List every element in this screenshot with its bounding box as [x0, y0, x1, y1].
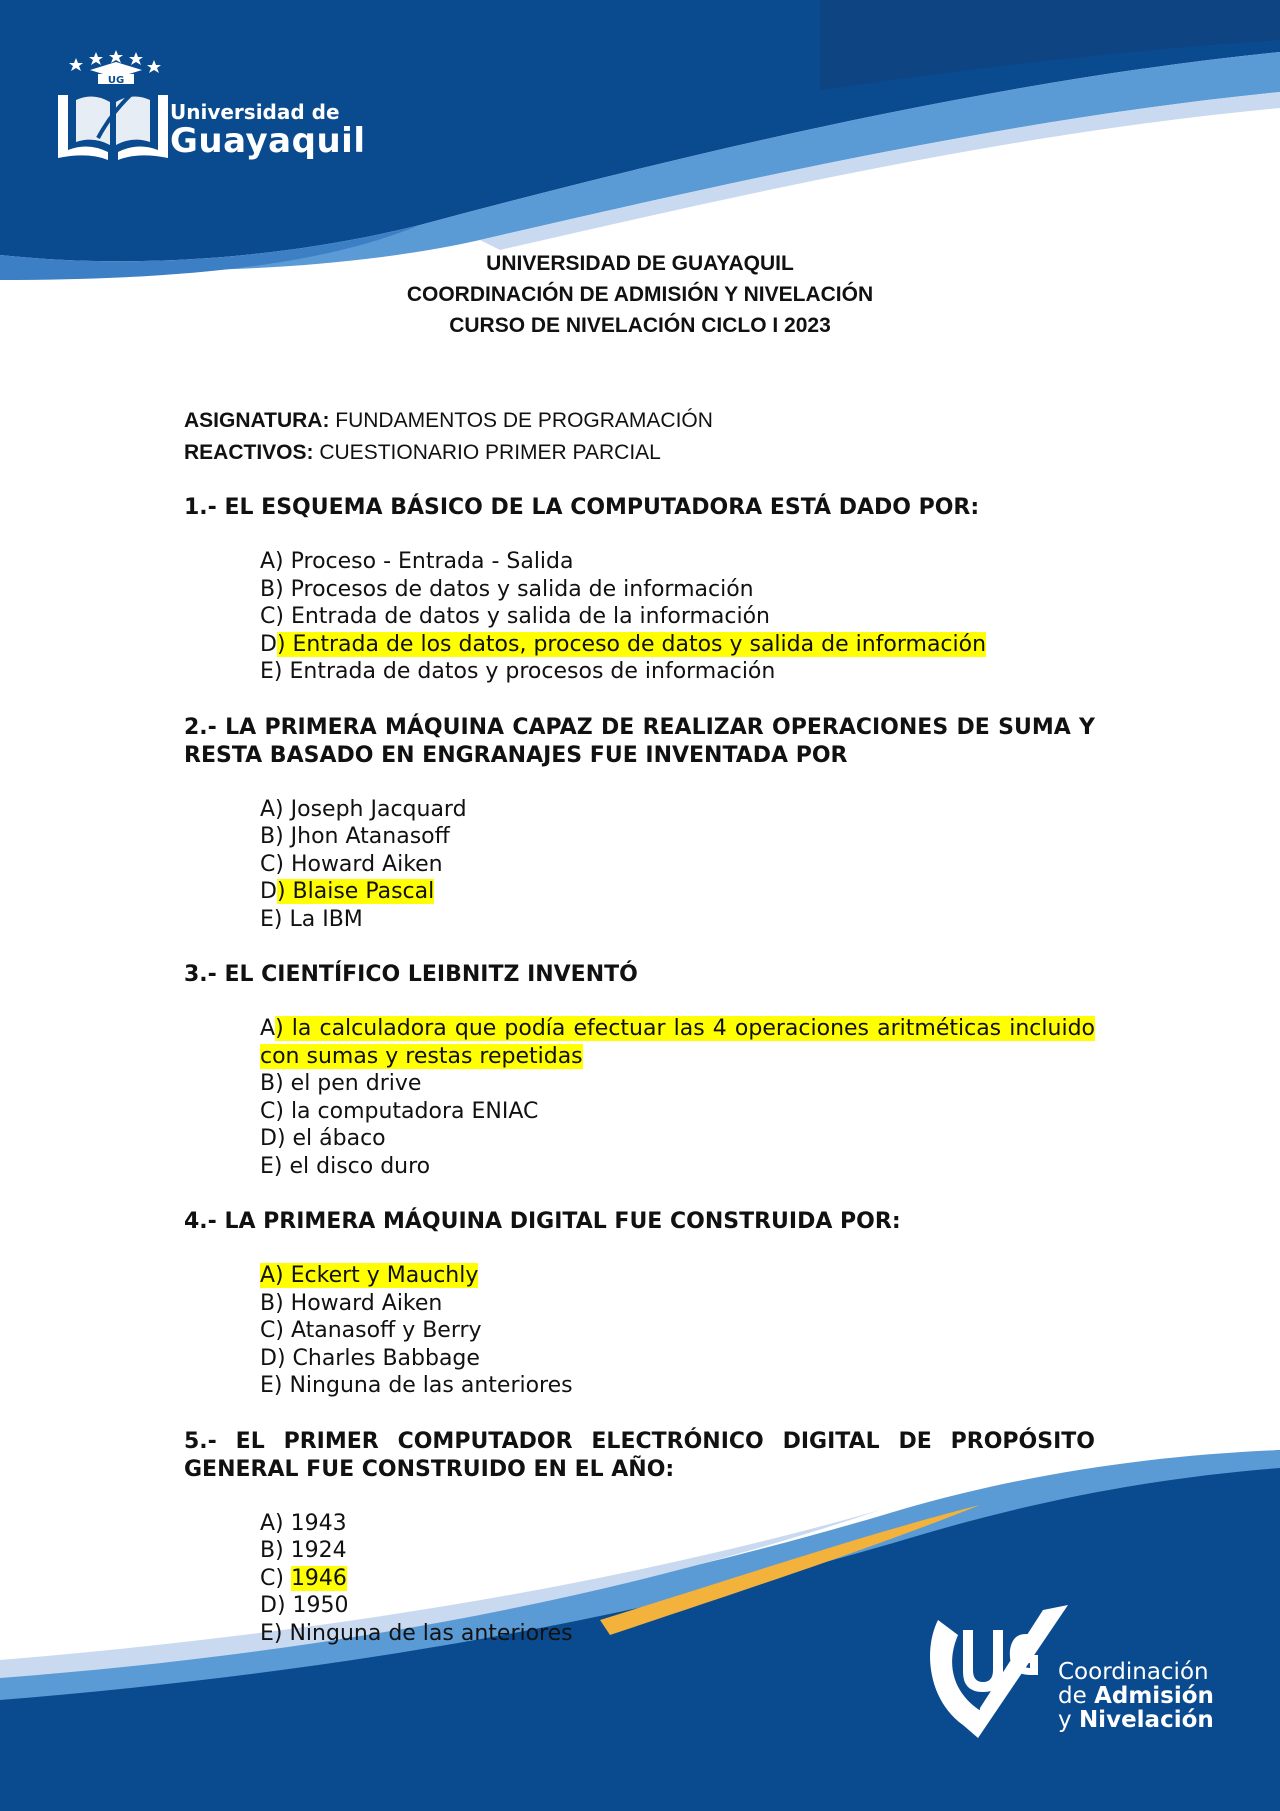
- question-5-options: [260, 1510, 1095, 1648]
- option: B) Howard Aiken: [260, 1290, 443, 1316]
- option: D) Charles Babbage: [260, 1345, 480, 1371]
- option-correct: D) Entrada de los datos, proceso de datos y salida de información: [260, 631, 987, 657]
- option: C) la computadora ENIAC: [260, 1098, 539, 1124]
- option: D) el ábaco: [260, 1126, 386, 1151]
- university-name-line1: Universidad de: [170, 100, 340, 124]
- option: E) La IBM: [260, 906, 363, 932]
- question-1: 1.- EL ESQUEMA BÁSICO DE LA COMPUTADORA ESTÁ DADO POR:: [184, 495, 980, 520]
- option: C) Entrada de datos y salida de la información: [260, 604, 770, 629]
- book-logo-icon: [58, 50, 168, 165]
- option: B) Procesos de datos y salida de información: [260, 576, 754, 602]
- university-logo: [58, 50, 378, 180]
- logo-letters: UG: [107, 75, 125, 86]
- option: B) el pen drive: [260, 1071, 422, 1096]
- question-2-options: [260, 796, 1095, 934]
- question-4-options: [260, 1262, 1095, 1400]
- option: E) Entrada de datos y procesos de información: [260, 659, 776, 684]
- option: D) 1950: [260, 1593, 349, 1618]
- option: A) 1943: [260, 1510, 347, 1536]
- question-1-options: [260, 548, 1095, 686]
- question-5: 5.- EL PRIMER COMPUTADOR ELECTRÓNICO DIGITAL DE PROPÓSITO GENERAL FUE CONSTRUIDO EN EL AÑO:: [184, 1428, 1095, 1482]
- header-line1: UNIVERSIDAD DE GUAYAQUIL: [486, 252, 794, 275]
- coordination-line2: de Admisión: [1058, 1683, 1214, 1710]
- option-correct: C) 1946: [260, 1565, 347, 1591]
- questionnaire: [184, 494, 1095, 1675]
- reactivos-label: REACTIVOS:: [184, 441, 314, 464]
- header-line3: CURSO DE NIVELACIÓN CICLO I 2023: [449, 314, 831, 337]
- option: B) 1924: [260, 1538, 347, 1563]
- option-correct: A) Eckert y Mauchly: [260, 1263, 479, 1288]
- option-correct: A) la calculadora que podía efectuar las 4 operaciones aritméticas incluido con sumas y restas repetidas: [260, 1016, 1095, 1069]
- option: E) Ninguna de las anteriores: [260, 1373, 573, 1398]
- reactivos-line: [184, 437, 713, 469]
- asignatura-value: FUNDAMENTOS DE PROGRAMACIÓN: [329, 409, 713, 432]
- option: C) Howard Aiken: [260, 851, 443, 877]
- question-3: 3.- EL CIENTÍFICO LEIBNITZ INVENTÓ: [184, 962, 638, 987]
- question-2: 2.- LA PRIMERA MÁQUINA CAPAZ DE REALIZAR OPERACIONES DE SUMA Y RESTA BASADO EN ENGRANAJES FUE INVENTADA POR: [184, 714, 1095, 768]
- option: A) Joseph Jacquard: [260, 796, 467, 822]
- coordination-line1: Coordinación: [1058, 1659, 1209, 1685]
- university-name-line2: Guayaquil: [170, 121, 366, 161]
- option: E) Ninguna de las anteriores: [260, 1620, 573, 1646]
- option: B) Jhon Atanasoff: [260, 824, 450, 849]
- option: E) el disco duro: [260, 1153, 431, 1179]
- reactivos-value: CUESTIONARIO PRIMER PARCIAL: [313, 441, 661, 464]
- coordination-line3: y Nivelación: [1058, 1707, 1214, 1734]
- question-4: 4.- LA PRIMERA MÁQUINA DIGITAL FUE CONSTRUIDA POR:: [184, 1209, 901, 1234]
- subject-info: [184, 405, 713, 469]
- document-header: [0, 248, 1280, 341]
- question-3-options: [260, 1015, 1095, 1180]
- header-line2: COORDINACIÓN DE ADMISIÓN Y NIVELACIÓN: [406, 283, 874, 306]
- asignatura-label: ASIGNATURA:: [184, 409, 330, 432]
- option-correct: D) Blaise Pascal: [260, 879, 435, 904]
- option: C) Atanasoff y Berry: [260, 1318, 482, 1343]
- asignatura-line: [184, 405, 713, 437]
- option: A) Proceso - Entrada - Salida: [260, 549, 574, 574]
